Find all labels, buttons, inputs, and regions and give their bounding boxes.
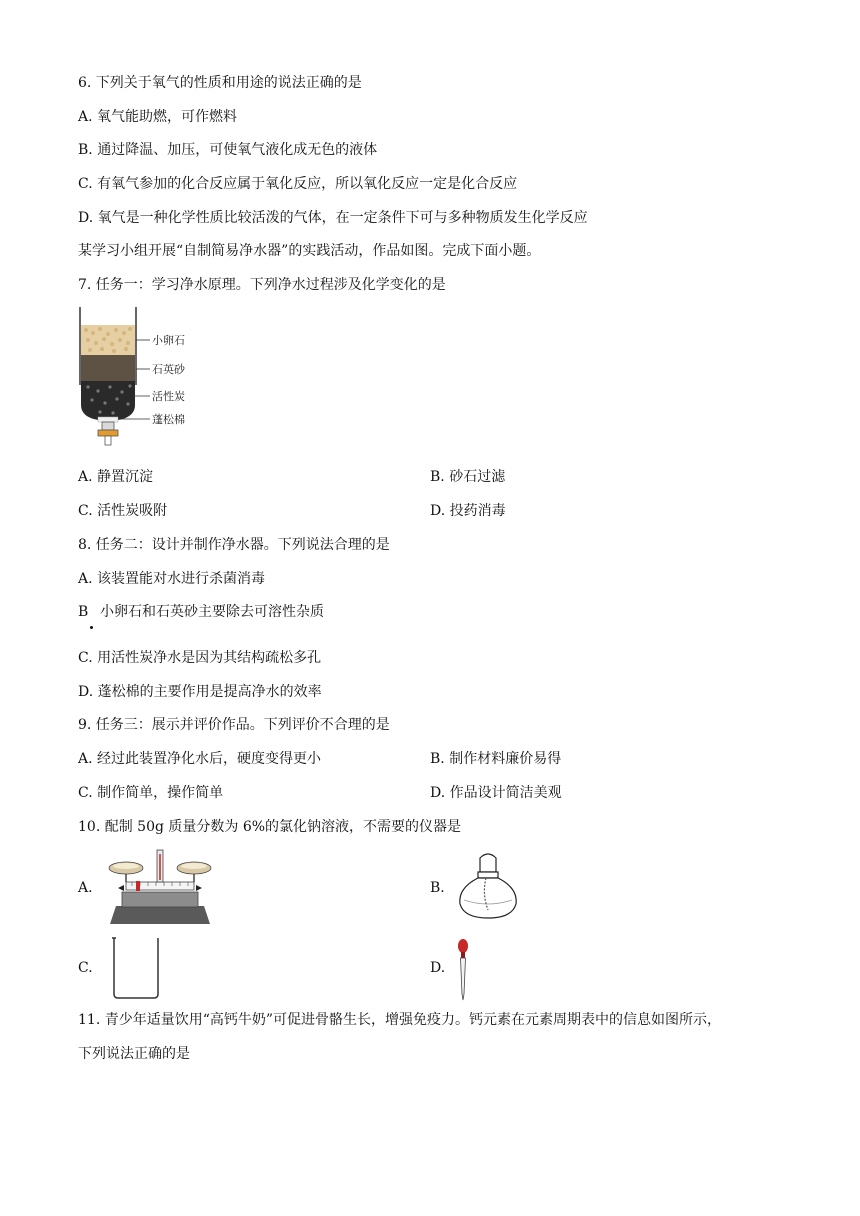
balance-scale-icon	[104, 846, 216, 928]
q8-option-c: C. 用活性炭净水是因为其结构疏松多孔	[78, 650, 322, 666]
q7-stem: 7. 任务一：学习净水原理。下列净水过程涉及化学变化的是	[78, 277, 446, 293]
section-intro: 某学习小组开展“自制简易净水器”的实践活动，作品如图。完成下面小题。	[78, 243, 541, 259]
q8-option-d: D. 蓬松棉的主要作用是提高净水的效率	[78, 684, 322, 700]
q6-option-a: A. 氧气能助燃，可作燃料	[78, 109, 238, 125]
q9-stem: 9. 任务三：展示并评价作品。下列评价不合理的是	[78, 717, 390, 733]
q9-option-c: C. 制作简单，操作简单	[78, 785, 224, 801]
q10-option-b: B.	[430, 880, 445, 896]
q7-option-b: B. 砂石过滤	[430, 469, 506, 485]
figure-label-cotton: 蓬松棉	[152, 413, 185, 426]
q7-option-c: C. 活性炭吸附	[78, 503, 168, 519]
q9-option-d: D. 作品设计简洁美观	[430, 785, 562, 801]
water-purifier-figure	[78, 305, 208, 450]
q10-option-a: A.	[78, 880, 93, 896]
q8-option-b-letter: B	[78, 604, 89, 620]
q7-option-d: D. 投药消毒	[430, 503, 506, 519]
figure-label-pebbles: 小卵石	[152, 334, 185, 347]
beaker-icon	[110, 936, 162, 1000]
q7-option-a: A. 静置沉淀	[78, 469, 154, 485]
q6-option-c: C. 有氧气参加的化合反应属于氧化反应，所以氧化反应一定是化合反应	[78, 176, 518, 192]
q10-option-d: D.	[430, 960, 446, 976]
q9-option-b: B. 制作材料廉价易得	[430, 751, 562, 767]
q6-option-b: B. 通过降温、加压，可使氧气液化成无色的液体	[78, 142, 378, 158]
alcohol-lamp-icon	[454, 850, 524, 922]
q10-stem: 10. 配制 50g 质量分数为 6%的氯化钠溶液，不需要的仪器是	[78, 819, 462, 835]
q6-option-d: D. 氧气是一种化学性质比较活泼的气体，在一定条件下可与多种物质发生化学反应	[78, 210, 588, 226]
q11-stem-line2: 下列说法正确的是	[78, 1046, 190, 1062]
decorative-dot	[90, 626, 93, 629]
q10-option-c: C.	[78, 960, 93, 976]
figure-label-quartz-sand: 石英砂	[152, 363, 185, 376]
q8-stem: 8. 任务二：设计并制作净水器。下列说法合理的是	[78, 537, 390, 553]
dropper-icon	[453, 936, 473, 1002]
q8-option-a: A. 该装置能对水进行杀菌消毒	[78, 571, 266, 587]
q6-stem: 6. 下列关于氧气的性质和用途的说法正确的是	[78, 75, 362, 91]
q11-stem-line1: 11. 青少年适量饮用“高钙牛奶”可促进骨骼生长，增强免疫力。钙元素在元素周期表中的信息如图所示，	[78, 1012, 722, 1028]
q8-option-b: 小卵石和石英砂主要除去可溶性杂质	[100, 604, 324, 620]
figure-label-activated-carbon: 活性炭	[152, 390, 185, 403]
q9-option-a: A. 经过此装置净化水后，硬度变得更小	[78, 751, 322, 767]
